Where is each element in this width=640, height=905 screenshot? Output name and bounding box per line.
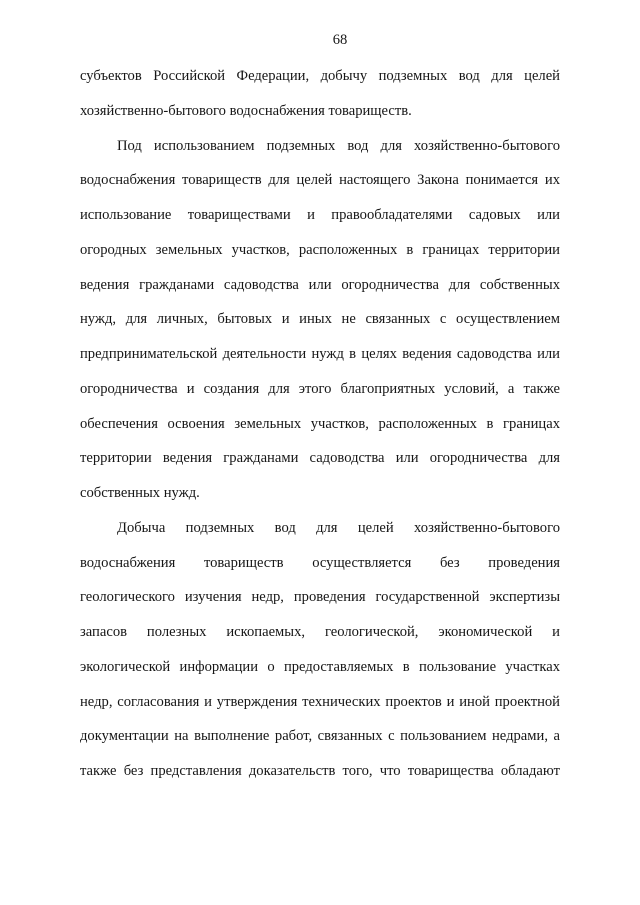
text-line: Добыча подземных вод для целей хозяйственно-бытового bbox=[117, 519, 560, 536]
text-line: хозяйственно-бытового водоснабжения товариществ. bbox=[80, 102, 412, 119]
text-line: запасов полезных ископаемых, геологической, экономической и bbox=[80, 624, 560, 640]
text-line: собственных нужд. bbox=[80, 485, 200, 501]
text-line: Под использованием подземных вод для хозяйственно-бытового bbox=[117, 137, 560, 154]
text-line: обеспечения освоения земельных участков, расположенных в границах bbox=[80, 415, 560, 432]
text-line: ведения гражданами садоводства или огородничества для собственных bbox=[80, 276, 560, 293]
text-line: водоснабжения товариществ осуществляется без проведения bbox=[80, 554, 560, 571]
text-line: недр, согласования и утверждения технических проектов и иной проектной bbox=[80, 693, 560, 710]
text-line: субъектов Российской Федерации, добычу подземных вод для целей bbox=[80, 68, 560, 84]
text-line: использование товариществами и правообладателями садовых или bbox=[80, 207, 560, 223]
text-line: территории ведения гражданами садоводства или огородничества для bbox=[80, 450, 560, 467]
text-line: огородных земельных участков, расположенных в границах территории bbox=[80, 241, 560, 258]
text-line: документации на выполнение работ, связанных с пользованием недрами, а bbox=[80, 728, 560, 745]
text-line: также без представления доказательств того, что товарищества обладают bbox=[80, 763, 560, 779]
text-line: предпринимательской деятельности нужд в целях ведения садоводства или bbox=[80, 346, 560, 362]
text-line: нужд, для личных, бытовых и иных не связанных с осуществлением bbox=[80, 311, 560, 328]
paragraph-definition bbox=[80, 129, 560, 511]
body-text bbox=[80, 59, 560, 789]
text-line: огородничества и создания для этого благоприятных условий, а также bbox=[80, 380, 560, 397]
paragraph-extraction bbox=[80, 511, 560, 789]
paragraph-continued bbox=[80, 59, 560, 129]
text-line: геологического изучения недр, проведения государственной экспертизы bbox=[80, 589, 560, 606]
text-line: водоснабжения товариществ для целей настоящего Закона понимается их bbox=[80, 172, 560, 189]
text-line: экологической информации о предоставляемых в пользование участках bbox=[80, 658, 560, 675]
page-number: 68 bbox=[332, 32, 348, 48]
